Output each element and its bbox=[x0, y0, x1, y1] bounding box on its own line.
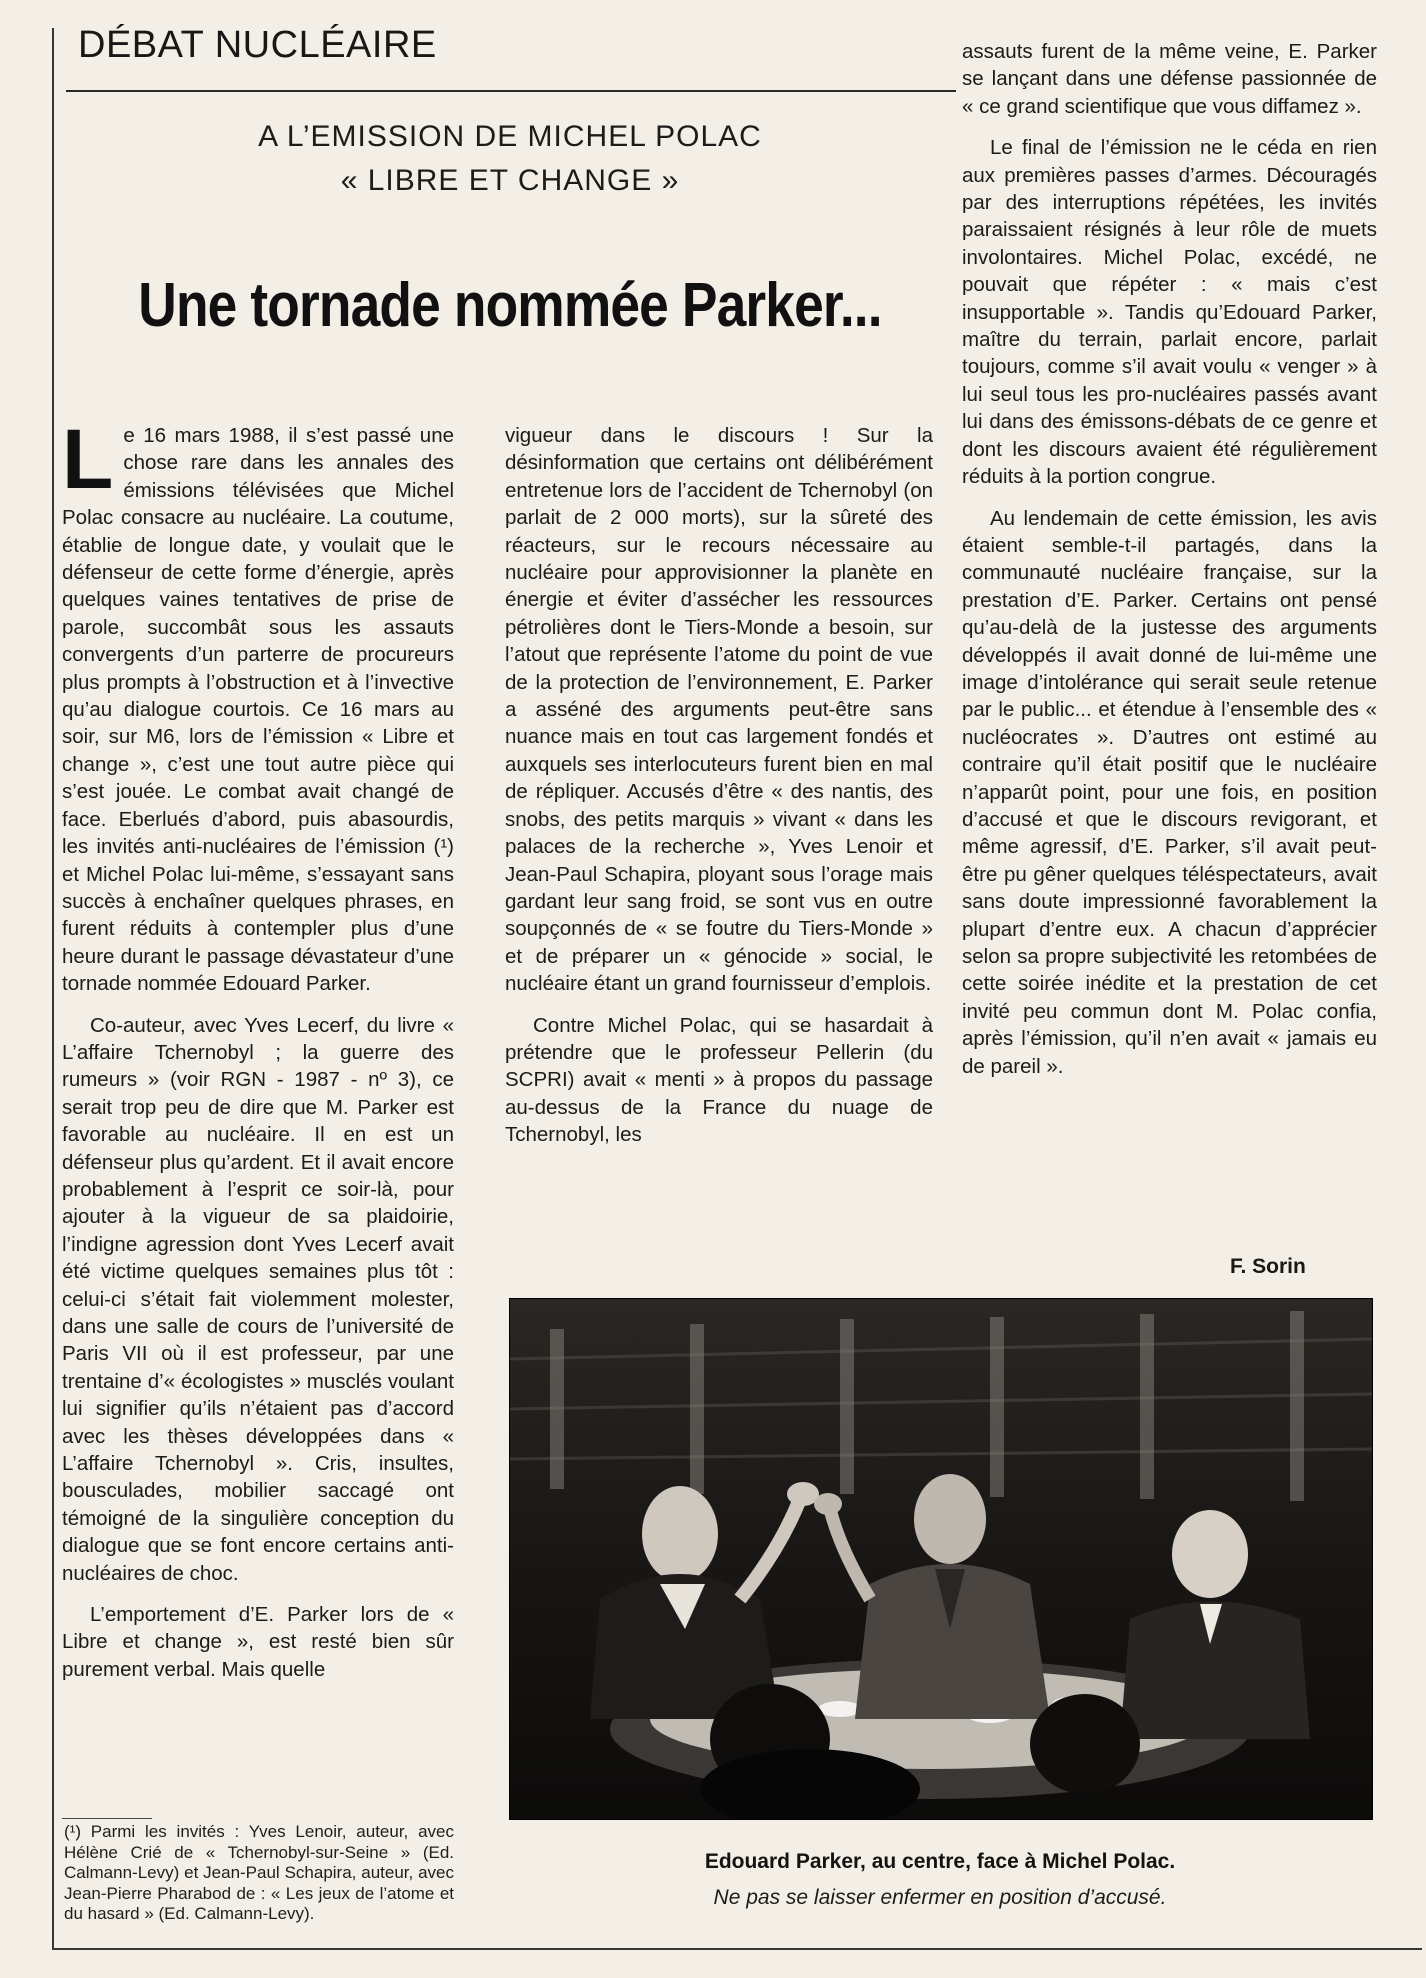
article-column-1 bbox=[62, 412, 454, 1697]
author-signature: F. Sorin bbox=[1230, 1255, 1306, 1278]
paragraph: assauts furent de la même veine, E. Parker se lançant dans une défense passionnée de « ce grand scientifique que vous diffamez ». bbox=[962, 40, 1377, 118]
footnote: (¹) Parmi les invités : Yves Lenoir, auteur, avec Hélène Crié de « Tchernobyl-sur-Seine » (Ed. Calmann-Levy) et Jean-Paul Schapira, auteur, avec Jean-Pierre Pharabod de : « Les jeux de l’atome et du hasard » (Ed. Calmann-Levy). bbox=[64, 1822, 454, 1923]
page-border-bottom bbox=[52, 1948, 1422, 1950]
paragraph: Co-auteur, avec Yves Lecerf, du livre « L’affaire Tchernobyl ; la guerre des rumeurs » (voir RGN - 1987 - nº 3), ce serait trop peu de dire que M. Parker est favorable au nucléaire. Il en est un défenseur plus qu’ardent. Et il avait encore probablement à l’esprit ce soir-là, pour ajouter à la vigueur de sa plaidoirie, l’indigne agression dont Yves Lecerf avait été victime quelques semaines plus tôt : celui-ci s’était fait violemment molester, dans une salle de cours de l’université de Paris VII où il est professeur, par une trentaine d’« écologistes » musclés voulant lui signifier qu’ils n’étaient pas d’accord avec les thèses développées dans « L’affaire Tchernobyl ». Cris, insultes, bousculades, mobilier saccagé ont témoigné de la singulière conception du dialogue que se font encore certains anti-nucléaires de choc. bbox=[62, 1013, 454, 1585]
kicker-line-1: A L’EMISSION DE MICHEL POLAC bbox=[258, 120, 762, 153]
footnote-rule bbox=[62, 1818, 152, 1819]
paragraph: Au lendemain de cette émission, les avis étaient semble-t-il partagés, dans la communauté nucléaire française, sur la prestation d’E. Parker. Certains ont pensé qu’au-delà de la justesse des arguments développés il avait donné de lui-même une image d’intolérance qui serait seule retenue par le public... et étendue à l’ensemble des « nucléocrates ». D’autres ont estimé au contraire qu’il était positif que le nucléaire n’apparût point, pour une fois, en position d’accusé et que le discours revigorant, et même agressif, d’E. Parker, s’il avait peut-être pu gêner quelques téléspectateurs, avait sans doute impressionné favorablement la plupart d’entre eux. A chacun d’apprécier selon sa propre subjectivité les retombées de cette soirée inédite et la prestation de cet invité peu commun dont M. Polac confia, après l’émission, qu’il n’en avait « jamais eu de pareil ». bbox=[962, 506, 1377, 1078]
paragraph: Le final de l’émission ne le céda en rien aux premières passes d’armes. Découragés par des interruptions répétées, les invités paraissaient résignés à leur rôle de muets involontaires. Michel Polac, excédé, ne pouvait que répéter : « mais c’est insupportable ». Tandis qu’Edouard Parker, maître du terrain, parlait encore, parlait toujours, comme s’il avait voulu « venger » à lui seul tous les pro-nucléaires passés avant lui dans des émissons-débats de ce genre et dont les discours avaient été régulièrement réduits à la portion congrue. bbox=[962, 136, 1377, 489]
photo-illustration bbox=[510, 1299, 1372, 1819]
paragraph: Contre Michel Polac, qui se hasardait à prétendre que le professeur Pellerin (du SCPRI) avait « menti » à propos du passage au-dessus de la France du nuage de Tchernobyl, les bbox=[505, 1013, 933, 1147]
article-column-3 bbox=[962, 38, 1377, 1094]
drop-cap: L bbox=[62, 412, 114, 506]
paragraph: vigueur dans le discours ! Sur la désinformation que certains ont délibérément entretenue lors de l’accident de Tchernobyl (on parlait de 2 000 morts), sur la sûreté des réacteurs, sur le recours nécessaire au nucléaire pour approvisionner la planète en énergie et éviter d’assécher les ressources pétrolières dont le Tiers-Monde a besoin, sur l’atout que représente l’atome du point de vue de la protection de l’environnement, E. Parker a asséné des arguments peut-être sans nuance mais en tout cas largement fondés et auxquels ses interlocuteurs furent bien en mal de répliquer. Accusés d’être « des nantis, des snobs, des petits marquis » vivant « dans les palaces de la recherche », Yves Lenoir et Jean-Paul Schapira, ployant sous l’orage mais gardant leur sang froid, se sont vus en outre soupçonnés de « se foutre du Tiers-Monde » et de préparer un « génocide » social, le nucléaire étant un grand fournisseur d’emplois. bbox=[505, 424, 933, 996]
paragraph: L’emportement d’E. Parker lors de « Libre et change », est resté bien sûr purement verbal. Mais quelle bbox=[62, 1603, 454, 1681]
photo-caption-bold: Edouard Parker, au centre, face à Michel Polac. bbox=[704, 1850, 1176, 1873]
article-column-2 bbox=[505, 422, 933, 1163]
paragraph-text: e 16 mars 1988, il s’est passé une chose rare dans les annales des émissions télévisées que Michel Polac consacre au nucléaire. La coutume, établie de longue date, y voulait que le défenseur de cette forme d’énergie, après quelques vaines tentatives de prise de parole, succombât sous les assauts convergents d’un parterre de procureurs plus prompts à l’obstruction et à l’invective qu’au dialogue courtois. Ce 16 mars au soir, sur M6, lors de l’émission « Libre et change », c’est une tout autre pièce qui s’est jouée. Le combat avait changé de face. Eberlués d’abord, puis abasourdis, les invités anti-nucléaires de l’émission (¹) et Michel Polac lui-même, s’essayant sans succès à enchaîner quelques phrases, en furent réduits à contempler plus d’une heure durant le passage dévastateur d’une tornade nommée Edouard Parker. bbox=[62, 424, 454, 996]
kicker-line-2: « LIBRE ET CHANGE » bbox=[340, 164, 680, 197]
photo-caption-italic: Ne pas se laisser enfermer en position d’accusé. bbox=[713, 1886, 1167, 1909]
rubric-rule bbox=[66, 90, 956, 92]
page-border-left bbox=[52, 28, 54, 1948]
section-rubric: DÉBAT NUCLÉAIRE bbox=[78, 24, 437, 66]
debate-photo bbox=[509, 1298, 1373, 1820]
article-headline: Une tornade nommée Parker... bbox=[138, 271, 882, 340]
paragraph bbox=[62, 412, 454, 998]
